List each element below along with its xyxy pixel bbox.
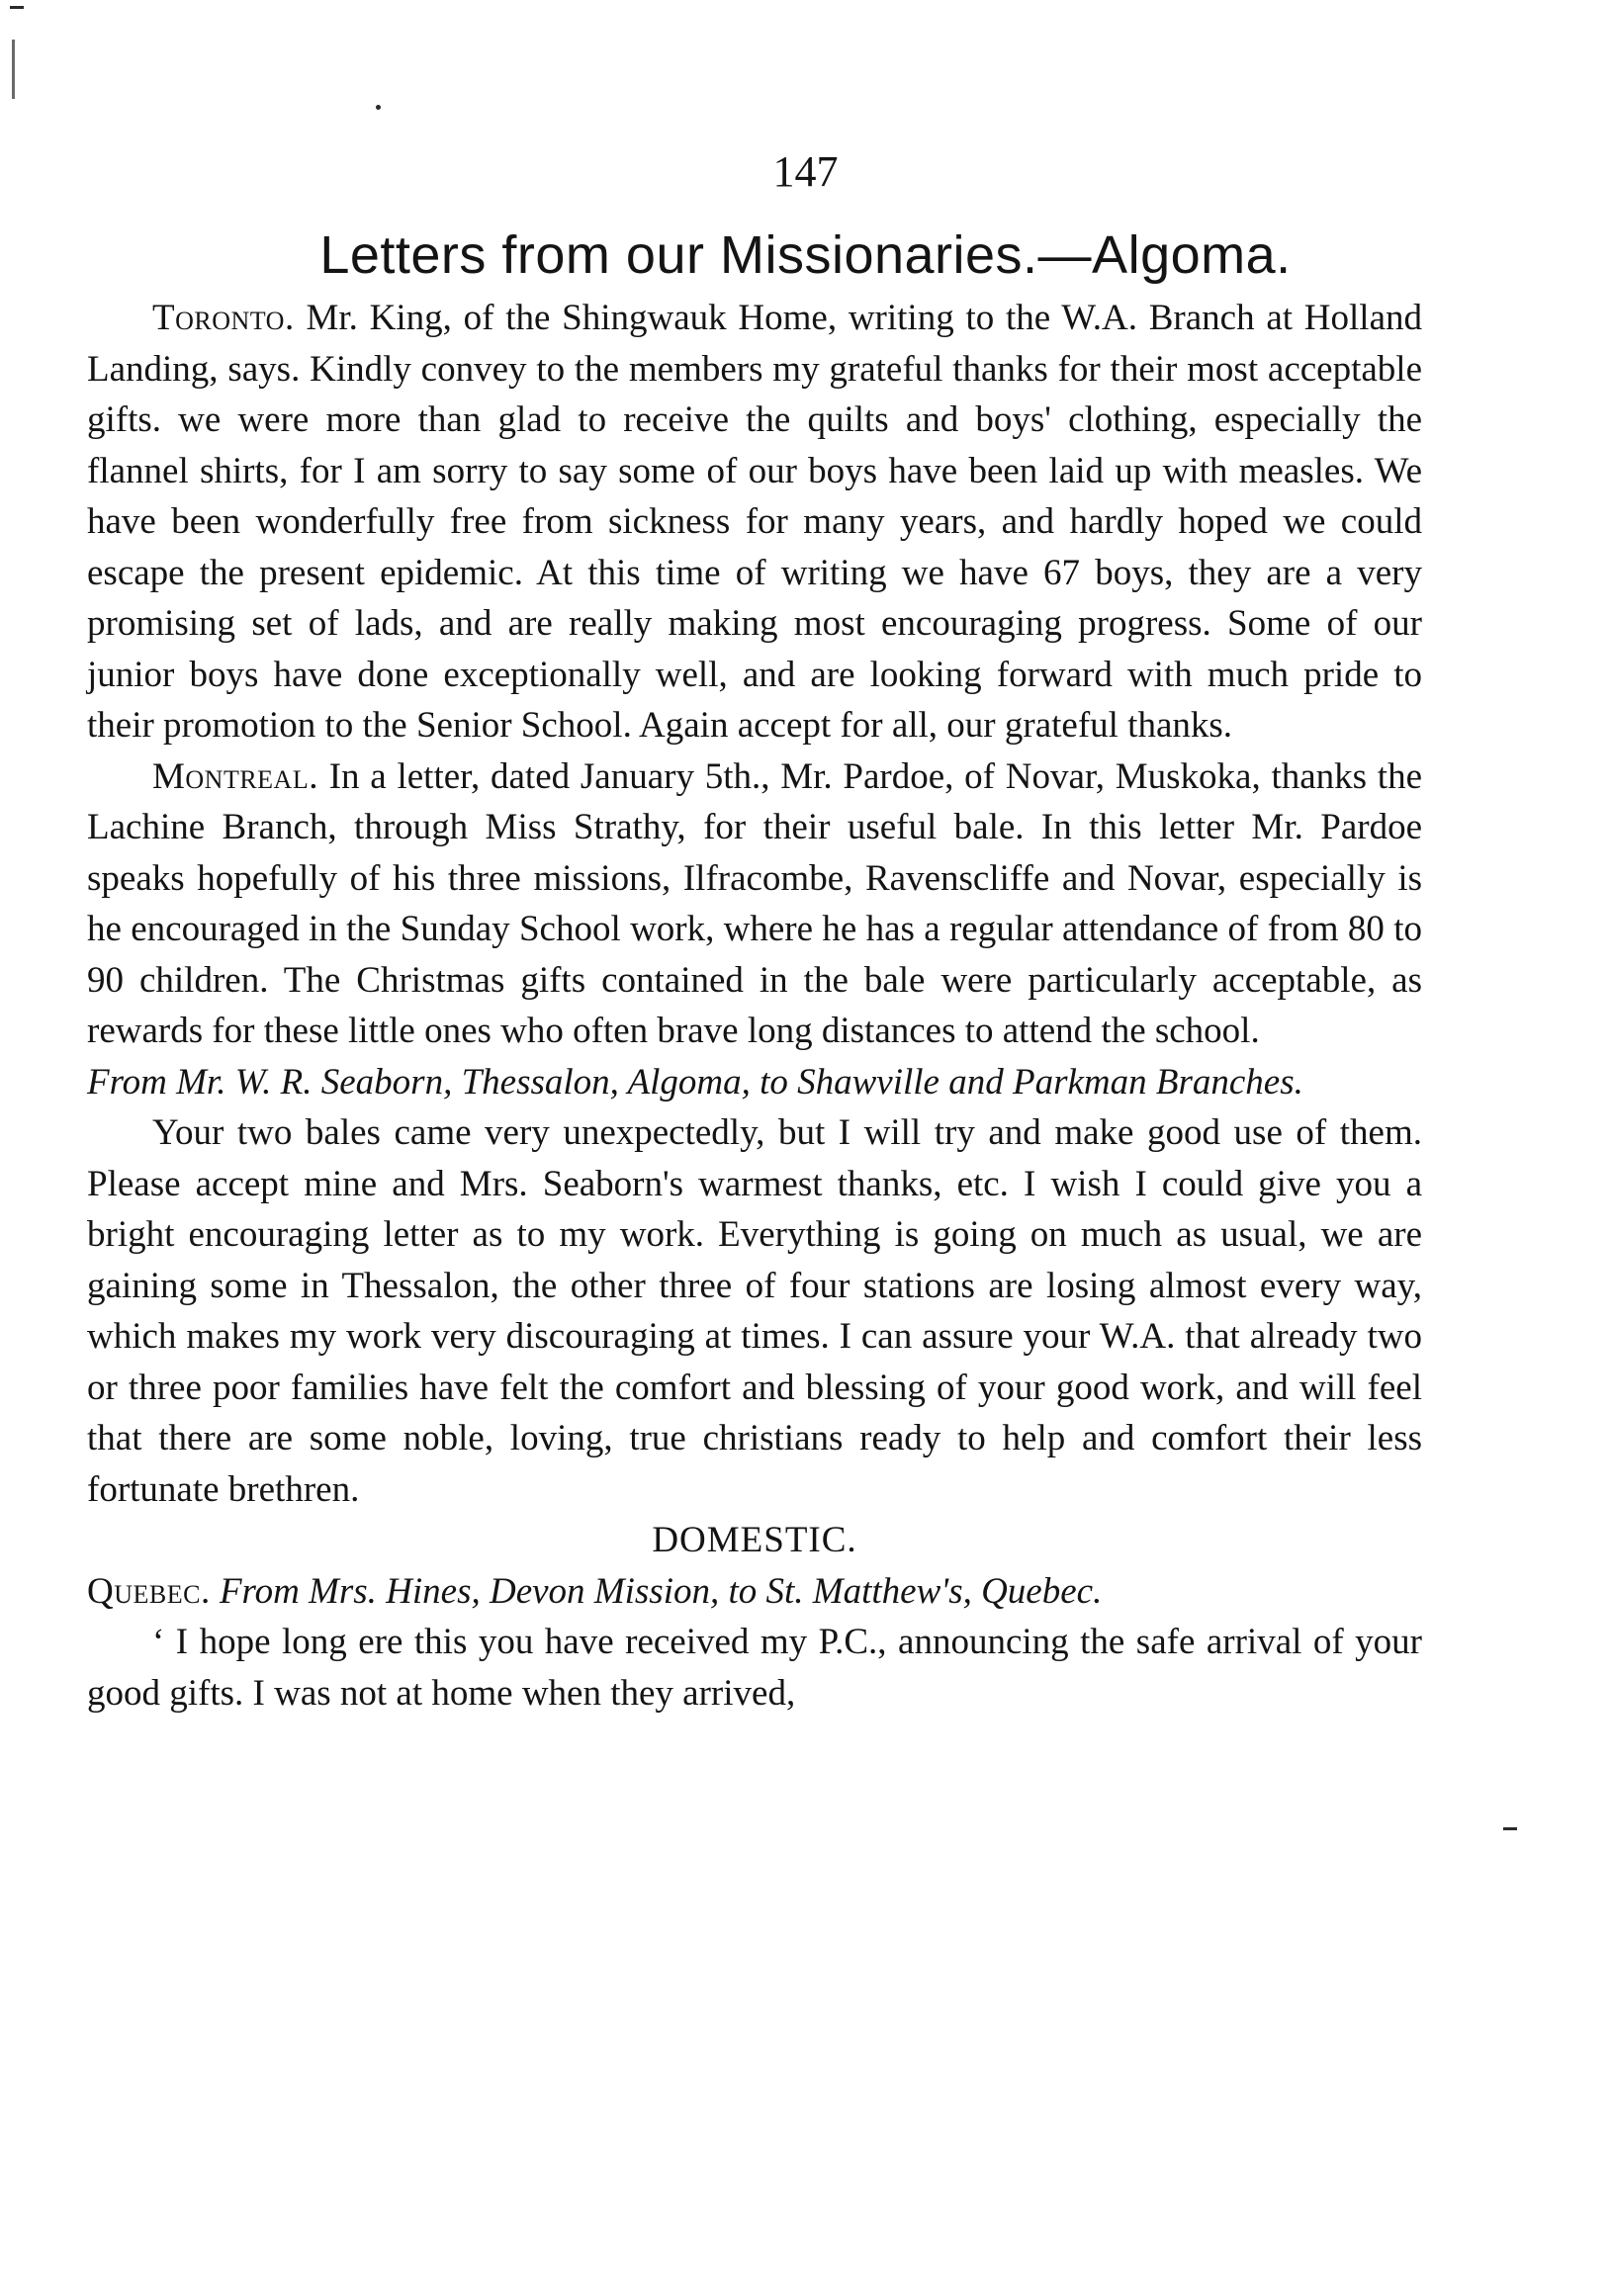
place-name-montreal: Montreal. (152, 755, 318, 797)
page-number: 147 (772, 147, 839, 196)
letter-toronto-text: Mr. King, of the Shingwauk Home, writing to the W.A. Branch at Holland Landing, says. Kindly convey to the members my grateful thanks for their most acceptable gifts. we were more than glad to receive the quilts and boys' clothing, especially the flannel shirts, for I am sorry to say some of our boys have been laid up with measles. We have been wonderfully free from sickness for many years, and hardly hoped we could escape the present epidemic. At this time of writing we have 67 boys, they are a very promising set of lads, and are really making most encouraging progress. Some of our junior boys have done exceptionally well, and are looking forward with much pride to their promotion to the Senior School. Again accept for all, our grateful thanks. (87, 298, 1422, 746)
section-title-domestic: DOMESTIC. (652, 1520, 857, 1560)
quebec-heading (87, 1566, 1422, 1618)
scan-dash-right (1503, 1827, 1517, 1830)
place-name-toronto: Toronto. (152, 298, 295, 338)
scan-mark-left-edge (12, 40, 15, 99)
document-body (87, 293, 1422, 1719)
seaborn-byline: From Mr. W. R. Seaborn, Thessalon, Algoma, to Shawville and Parkman Branches. (87, 1061, 1303, 1103)
page-heading: Letters from our Missionaries.—Algoma. (319, 225, 1292, 285)
letter-seaborn: Your two bales came very unexpectedly, but I will try and make good use of them. Please accept mine and Mrs. Seaborn's warmest thanks, etc. I wish I could give you a bright encouraging letter as to my work. Everything is going on much as usual, we are gaining some in Thessalon, the other three of four stations are losing almost every way, which makes my work very discouraging at times. I can assure your W.A. that already two or three poor families have felt the comfort and blessing of your good work, and will feel that there are some noble, loving, true christians ready to help and comfort their less fortunate brethren. (87, 1112, 1422, 1510)
letter-toronto (87, 293, 1422, 751)
letter-hines: ‘ I hope long ere this you have received my P.C., announcing the safe arrival of your good gifts. I was not at home when they arrived, (87, 1622, 1422, 1714)
place-name-quebec: Quebec. (87, 1570, 211, 1612)
quebec-byline: From Mrs. Hines, Devon Mission, to St. Matthew's, Quebec. (219, 1570, 1103, 1612)
letter-montreal (87, 751, 1422, 1057)
scan-mark-top-left (10, 6, 24, 9)
letter-montreal-text: In a letter, dated January 5th., Mr. Pardoe, of Novar, Muskoka, thanks the Lachine Branch, through Miss Strathy, for their useful bale. In this letter Mr. Pardoe speaks hopefully of his three missions, Ilfracombe, Ravenscliffe and Novar, especially is he encouraged in the Sunday School work, where he has a regular attendance of from 80 to 90 children. The Christmas gifts contained in the bale were particularly acceptable, as rewards for these little ones who often brave long distances to attend the school. (87, 755, 1422, 1051)
scan-speck (376, 105, 381, 110)
